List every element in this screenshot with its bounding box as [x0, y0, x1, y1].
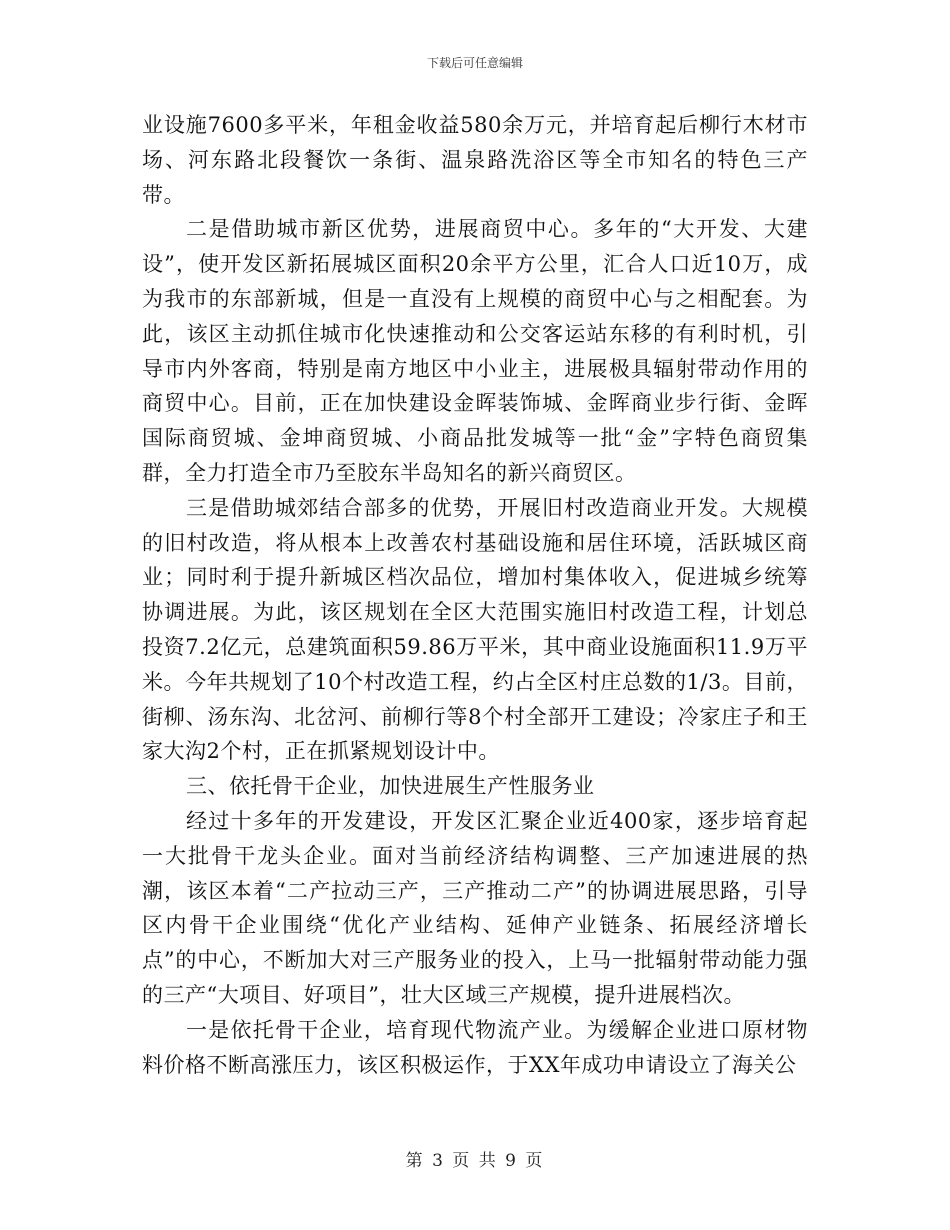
page-header: 下载后可任意编辑 — [426, 56, 523, 70]
paragraph: 业设施7600多平米，年租金收益580余万元，并培育起后柳行木材市场、河东路北段餐饮一条街、温泉路洗浴区等全市知名的特色三产带。 — [142, 113, 808, 207]
section-heading: 三、依托骨干企业，加快进展生产性服务业 — [186, 774, 595, 799]
paragraph: 二是借助城市新区优势，进展商贸中心。多年的“大开发、大建设”，使开发区新拓展城区面积20余平方公里，汇合人口近10万，成为我市的东部新城，但是一直没有上规模的商贸中心与之相配套。为此，该区主动抓住城市化快速推动和公交客运站东移的有利时机，引导市内外客商，特别是南方地区中小业主，进展极具辐射带动作用的商贸中心。目前，正在加快建设金晖装饰城、金晖商业步行街、金晖国际商贸城、金坤商贸城、小商品批发城等一批“金”字特色商贸集群，全力打造全市乃至胶东半岛知名的新兴商贸区。 — [142, 217, 808, 485]
paragraph: 一是依托骨干企业，培育现代物流产业。为缓解企业进口原材物料价格不断高涨压力，该区积极运作，于XX年成功申请设立了海关公 — [142, 1017, 808, 1077]
paragraph: 三是借助城郊结合部多的优势，开展旧村改造商业开发。大规模的旧村改造，将从根本上改善农村基础设施和居住环境，活跃城区商业；同时利于提升新城区档次品位，增加村集体收入，促进城乡统筹协调进展。为此，该区规划在全区大范围实施旧村改造工程，计划总投资7.2亿元，总建筑面积59.86万平米，其中商业设施面积11.9万平米。今年共规划了10个村改造工程，约占全区村庄总数的1/3。目前，街柳、汤东沟、北岔河、前柳行等8个村全部开工建设；冷家庄子和王家大沟2个村，正在抓紧规划设计中。 — [142, 495, 808, 764]
paragraph: 经过十多年的开发建设，开发区汇聚企业近400家，逐步培育起一大批骨干龙头企业。面对当前经济结构调整、三产加速进展的热潮，该区本着“二产拉动三产，三产推动二产”的协调进展思路，引导区内骨干企业围绕“优化产业结构、延伸产业链条、拓展经济增长点”的中心，不断加大对三产服务业的投入，上马一批辐射带动能力强的三产“大项目、好项目”，壮大区域三产规模，提升进展档次。 — [142, 808, 808, 1007]
document-body — [142, 108, 808, 1082]
page-number-footer: 第 3 页 共 9 页 — [405, 1151, 545, 1171]
